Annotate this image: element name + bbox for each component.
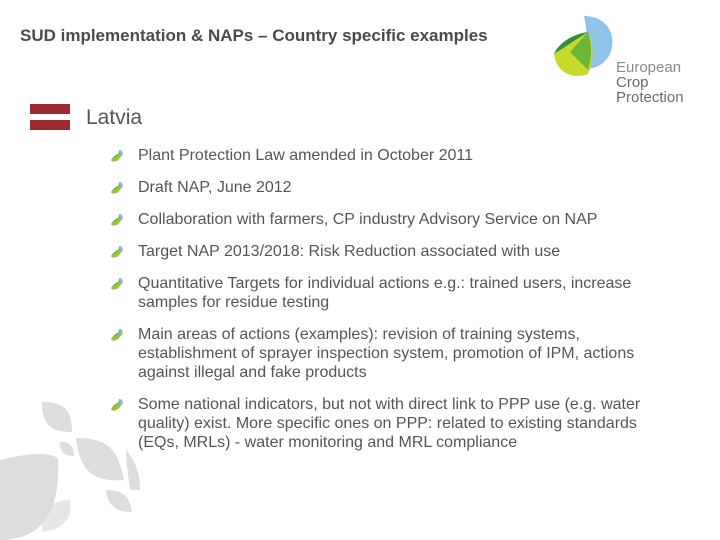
bullet-text: Plant Protection Law amended in October 2011 (138, 147, 474, 164)
list-item (110, 178, 670, 197)
leaf-bullet-icon (110, 277, 124, 291)
leaf-logo-icon (548, 14, 618, 84)
leaf-bullet-icon (110, 398, 124, 412)
leaf-bullet-icon (110, 213, 124, 227)
bullet-text: Quantitative Targets for individual actions e.g.: trained users, increase samples for residue testing (138, 275, 632, 311)
bullet-text: Draft NAP, June 2012 (138, 179, 292, 196)
logo-text-crop-protection: Crop Protection (616, 74, 684, 106)
list-item (110, 210, 670, 229)
leaf-bullet-icon (110, 181, 124, 195)
leaf-bullet-icon (110, 245, 124, 259)
european-crop-protection-logo (548, 14, 718, 106)
list-item (110, 274, 670, 312)
bullet-text: Collaboration with farmers, CP industry Advisory Service on NAP (138, 211, 598, 228)
bullet-list (110, 146, 670, 465)
leaf-bullet-icon (110, 149, 124, 163)
list-item (110, 325, 670, 382)
bullet-text: Main areas of actions (examples): revision of training systems, establishment of sprayer inspection system, promotion of IPM, actions against illegal and fake products (138, 326, 635, 381)
bullet-text: Some national indicators, but not with direct link to PPP use (e.g. water quality) exist. More specific ones on PPP: related to existing standards (EQs, MRLs) - water monitoring and MRL compliance (138, 396, 641, 451)
bullet-text: Target NAP 2013/2018: Risk Reduction associated with use (138, 243, 561, 260)
country-heading: Latvia (86, 106, 143, 129)
latvia-flag-icon (30, 104, 70, 130)
list-item (110, 146, 670, 165)
list-item (110, 395, 670, 452)
slide-title: SUD implementation & NAPs – Country specific examples (20, 26, 488, 45)
list-item (110, 242, 670, 261)
logo-text-european: European (616, 59, 682, 76)
leaf-bullet-icon (110, 328, 124, 342)
